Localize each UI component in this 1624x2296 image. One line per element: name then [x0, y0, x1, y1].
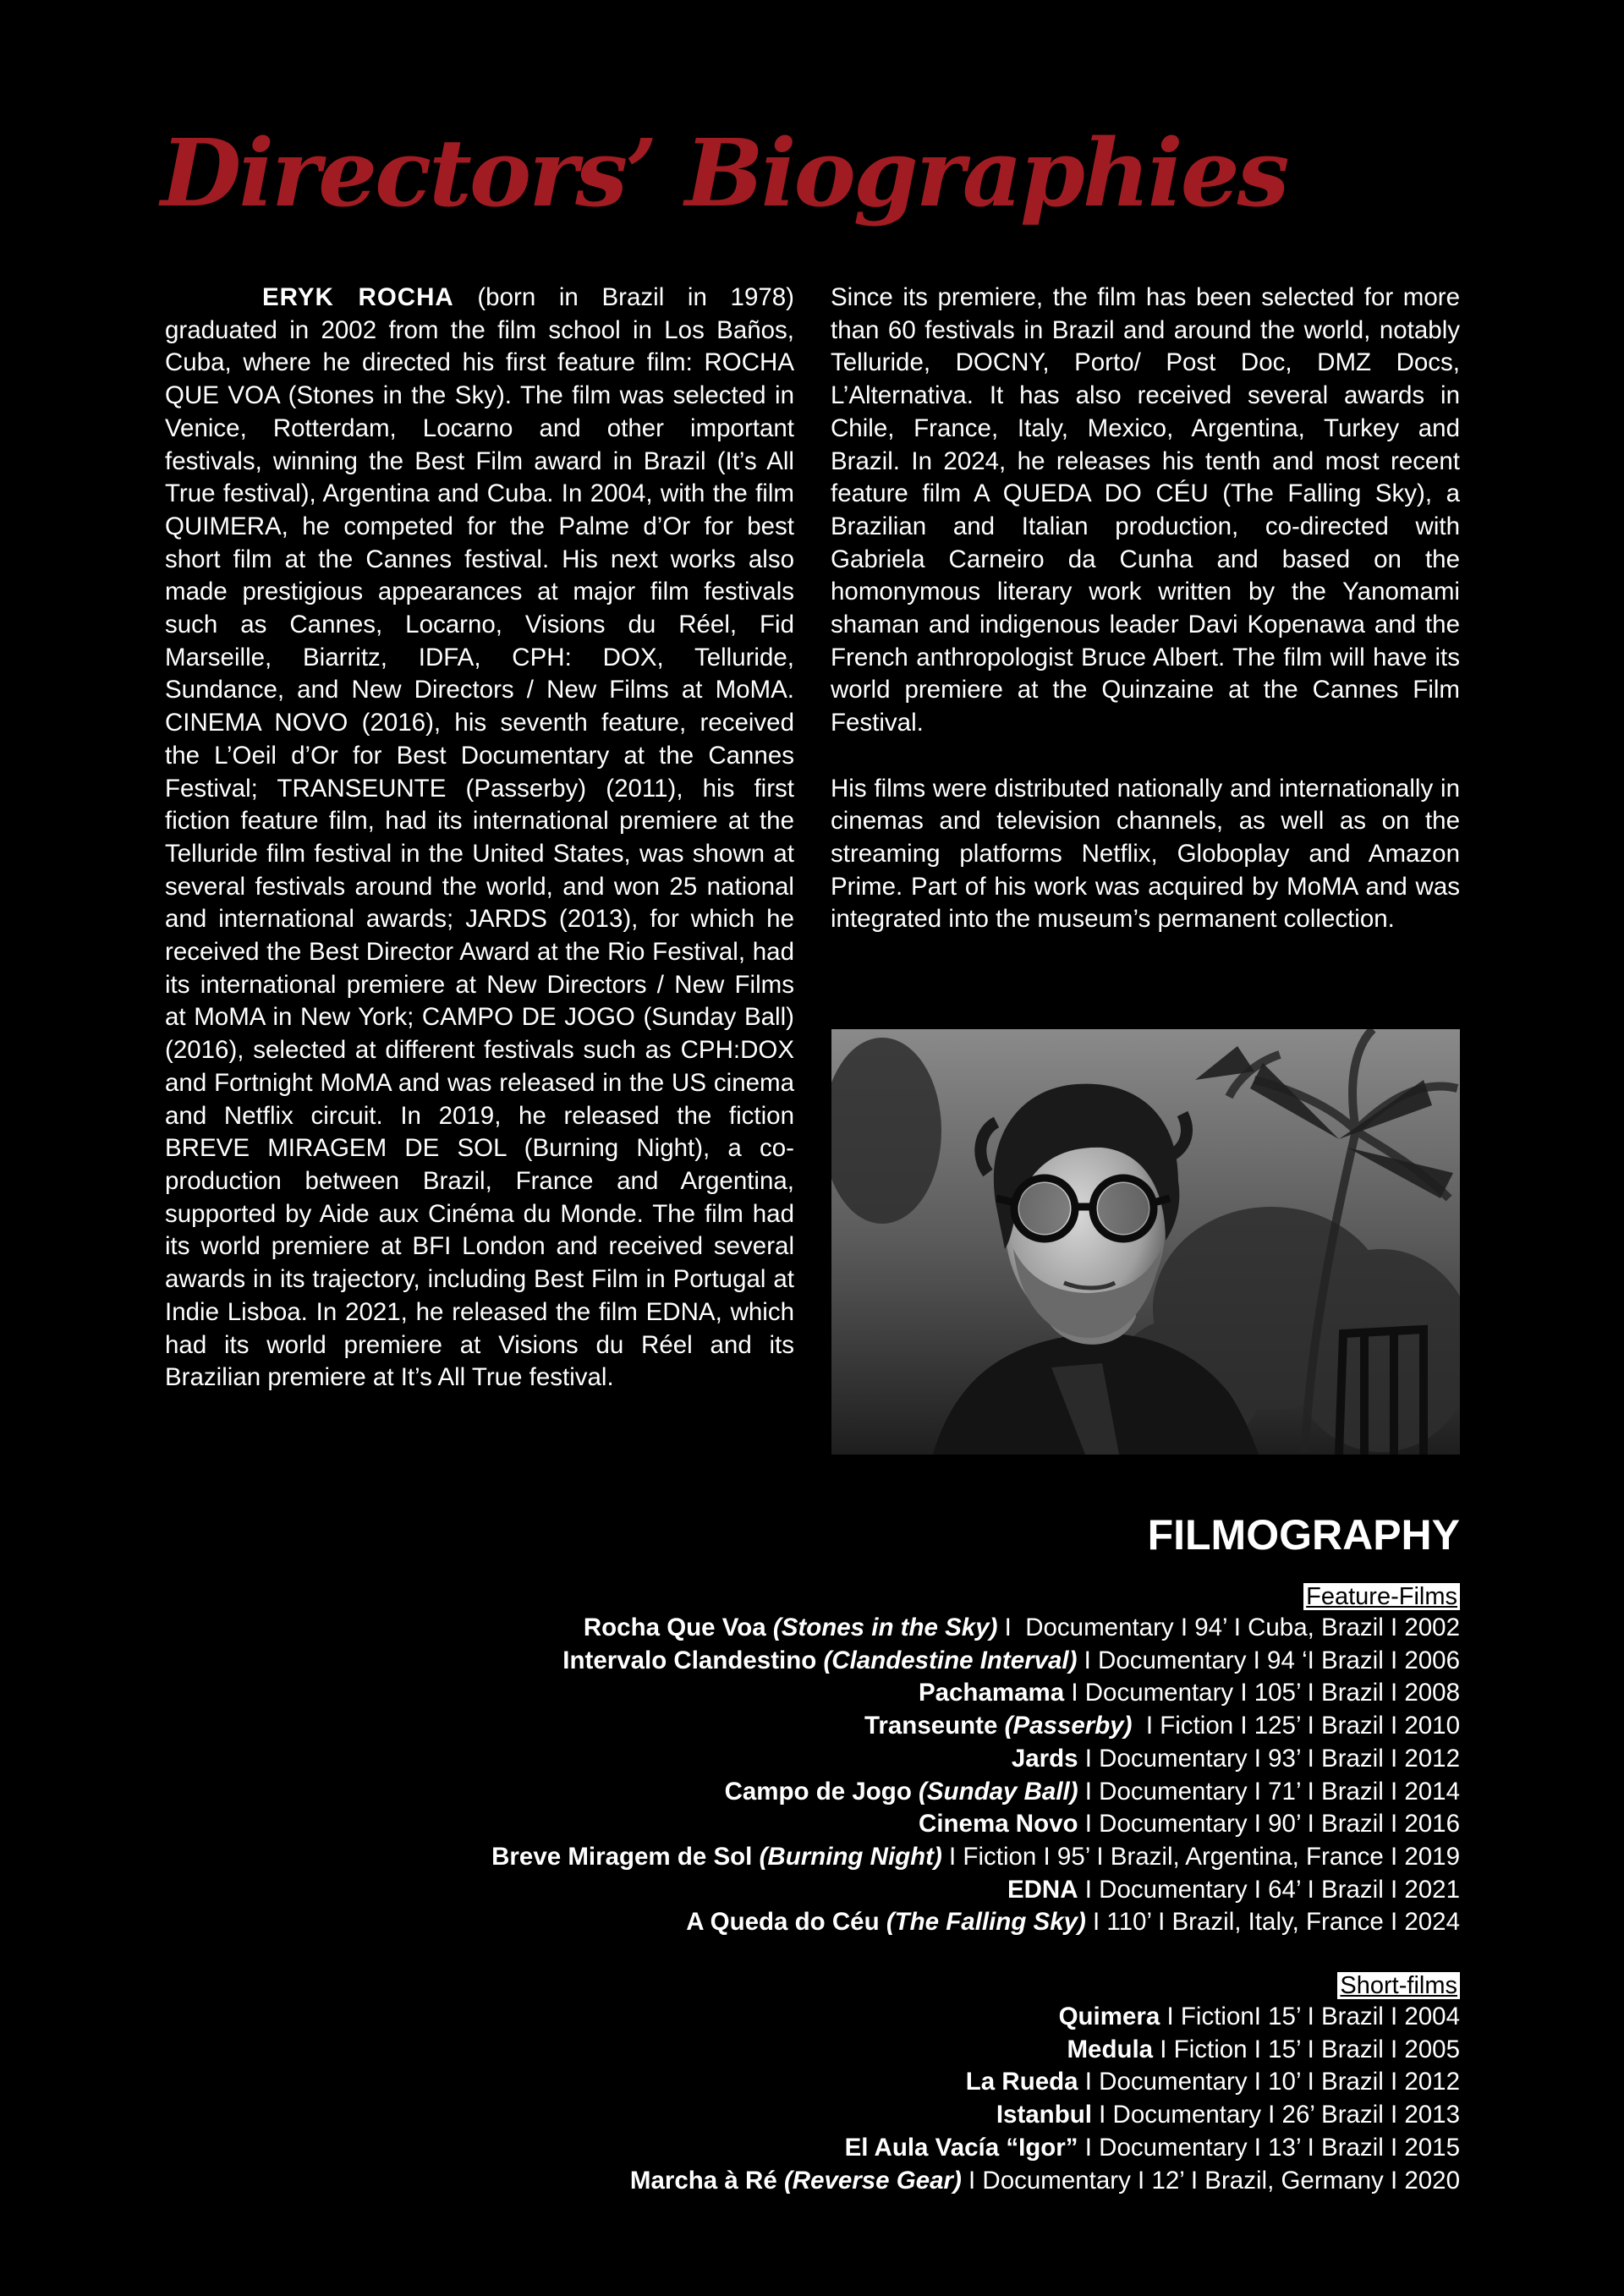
film-title: Pachamama — [918, 1679, 1065, 1707]
bio-paragraph: His films were distributed nationally and internationally in cinemas and television channels, as well as on the streaming platforms Netflix, Globoplay and Amazon Prime. Part of his work was acquired by MoMA and was integrated into the museum’s permanent collection. — [831, 774, 1460, 934]
film-title: Campo de Jogo — [724, 1777, 912, 1806]
short-films-block — [191, 1970, 1460, 2197]
film-title: Marcha à Ré — [629, 2166, 777, 2195]
film-row — [191, 2034, 1460, 2067]
film-english-title: (Burning Night) — [759, 1842, 942, 1871]
bio-paragraph — [165, 282, 794, 1395]
film-row — [191, 1743, 1460, 1776]
film-row — [191, 1645, 1460, 1678]
film-english-title: (The Falling Sky) — [886, 1908, 1086, 1937]
film-english-title: (Stones in the Sky) — [772, 1614, 998, 1641]
film-title: Istanbul — [996, 2101, 1092, 2129]
feature-films-block — [191, 1581, 1460, 1939]
film-row — [191, 2066, 1460, 2099]
film-details: I Fiction I 125’ I Brazil I 2010 — [1132, 1712, 1460, 1740]
short-films-list — [191, 2001, 1460, 2197]
film-row — [191, 1808, 1460, 1841]
film-title: Transeunte — [864, 1712, 998, 1740]
film-details: I Fiction I 15’ I Brazil I 2005 — [1153, 2035, 1460, 2063]
film-title: Quimera — [1058, 2003, 1160, 2031]
bio-column-right — [831, 282, 1460, 936]
film-details: I Fiction I 95’ I Brazil, Argentina, France I 2019 — [941, 1842, 1460, 1871]
film-row — [191, 1710, 1460, 1743]
film-details: I Documentary I 26’ Brazil I 2013 — [1091, 2101, 1460, 2129]
film-title: EDNA — [1007, 1875, 1078, 1904]
film-details: I FictionI 15’ I Brazil I 2004 — [1160, 2003, 1460, 2031]
film-title: Intervalo Clandestino — [562, 1646, 817, 1674]
film-english-title: (Passerby) — [1004, 1712, 1133, 1740]
film-details: I Documentary I 64’ I Brazil I 2021 — [1078, 1875, 1460, 1904]
film-title: Cinema Novo — [919, 1810, 1078, 1838]
bio-column-left — [165, 282, 794, 1395]
film-row — [191, 1612, 1460, 1645]
film-row — [191, 2132, 1460, 2165]
film-details: I 110’ I Brazil, Italy, France I 2024 — [1085, 1908, 1460, 1937]
film-details: I Documentary I 13’ I Brazil I 2015 — [1078, 2133, 1460, 2162]
film-row — [191, 1776, 1460, 1809]
film-details: I Documentary I 12’ I Brazil, Germany I 2020 — [961, 2166, 1460, 2195]
film-row — [191, 2165, 1460, 2198]
film-row — [191, 1677, 1460, 1710]
film-row — [191, 2099, 1460, 2132]
short-films-label: Short-films — [1337, 1972, 1460, 1999]
film-row — [191, 1906, 1460, 1939]
film-details: I Documentary I 94’ I Cuba, Brazil I 2002 — [997, 1614, 1460, 1641]
film-details: I Documentary I 10’ I Brazil I 2012 — [1078, 2068, 1460, 2096]
film-title: Jards — [1011, 1744, 1078, 1773]
feature-films-label: Feature-Films — [1303, 1583, 1460, 1610]
film-english-title: (Sunday Ball) — [919, 1777, 1078, 1806]
filmography-heading: FILMOGRAPHY — [1147, 1511, 1460, 1559]
film-title: Medula — [1067, 2035, 1154, 2063]
director-name: ERYK ROCHA — [262, 283, 454, 311]
film-row — [191, 2001, 1460, 2034]
director-portrait-photo — [831, 1029, 1460, 1455]
page-title: Directors’ Biographies — [161, 118, 1287, 227]
film-english-title: (Clandestine Interval) — [823, 1646, 1078, 1674]
film-title: A Queda do Céu — [686, 1908, 880, 1937]
film-title: Breve Miragem de Sol — [491, 1842, 753, 1871]
film-details: I Documentary I 71’ I Brazil I 2014 — [1078, 1777, 1460, 1806]
film-title: Rocha Que Voa — [583, 1614, 766, 1641]
bio-text: (born in Brazil in 1978) graduated in 2002 from the film school in Los Baños, Cuba, where he directed his first feature film: ROCHA QUE VOA (Stones in the Sky). The film was selected in Venice, Rotterdam, Locarno and other important festivals, winning the Best Film award in Brazil (It’s All True festival), Argentina and Cuba. In 2004, with the film QUIMERA, he competed for the Palme d’Or for best short film at the Cannes festival. His next works also made prestigious appearances at major film festivals such as Cannes, Locarno, Visions du Réel, Fid Marseille, Biarritz, IDFA, CPH: DOX, Telluride, Sundance, and New Directors / New Films at MoMA. CINEMA NOVO (2016), his seventh feature, received the L’Oeil d’Or for Best Documentary at the Cannes Festival; TRANSEUNTE (Passerby) (2011), his first fiction feature film, had its international premiere at the Telluride film festival in the United States, was shown at several festivals around the world, and won 25 national and international awards; JARDS (2013), for which he received the Best Director Award at the Rio Festival, had its international premiere at New Directors / New Films at MoMA in New York; CAMPO DE JOGO (Sunday Ball) (2016), selected at different festivals such as CPH:DOX and Fortnight MoMA and was released in the US cinema and Netflix circuit. In 2019, he released the fiction BREVE MIRAGEM DE SOL (Burning Night), a co-production between Brazil, France and Argentina, supported by Aide aux Cinéma du Monde. The film had its world premiere at BFI London and received several awards in its trajectory, including Best Film in Portugal at Indie Lisboa. In 2021, he released the film EDNA, which had its world premiere at Visions du Réel and its Brazilian premiere at It’s All True festival. — [165, 283, 794, 1392]
film-title: La Rueda — [965, 2068, 1078, 2096]
film-details: I Documentary I 105’ I Brazil I 2008 — [1064, 1679, 1460, 1707]
film-details: I Documentary I 94 ‘I Brazil I 2006 — [1077, 1646, 1460, 1674]
bio-paragraph: Since its premiere, the film has been selected for more than 60 festivals in Brazil and around the world, notably Telluride, DOCNY, Porto/ Post Doc, DMZ Docs, L’Alternativa. It has also received several awards in Chile, France, Italy, Mexico, Argentina, Turkey and Brazil. In 2024, he releases his tenth and most recent feature film A QUEDA DO CÉU (The Falling Sky), a Brazilian and Italian production, co-directed with Gabriela Carneiro da Cunha and based on the homonymous literary work written by the Yanomami shaman and indigenous leader Davi Kopenawa and the French anthropologist Bruce Albert. The film will have its world premiere at the Quinzaine at the Cannes Film Festival. — [831, 283, 1460, 737]
feature-films-list — [191, 1612, 1460, 1939]
film-details: I Documentary I 90’ I Brazil I 2016 — [1078, 1810, 1460, 1838]
film-title: El Aula Vacía “Igor” — [844, 2133, 1078, 2162]
film-english-title: (Reverse Gear) — [783, 2166, 962, 2195]
film-row — [191, 1841, 1460, 1874]
filmography-section — [191, 1510, 1460, 2197]
film-details: I Documentary I 93’ I Brazil I 2012 — [1078, 1744, 1460, 1773]
film-row — [191, 1874, 1460, 1907]
